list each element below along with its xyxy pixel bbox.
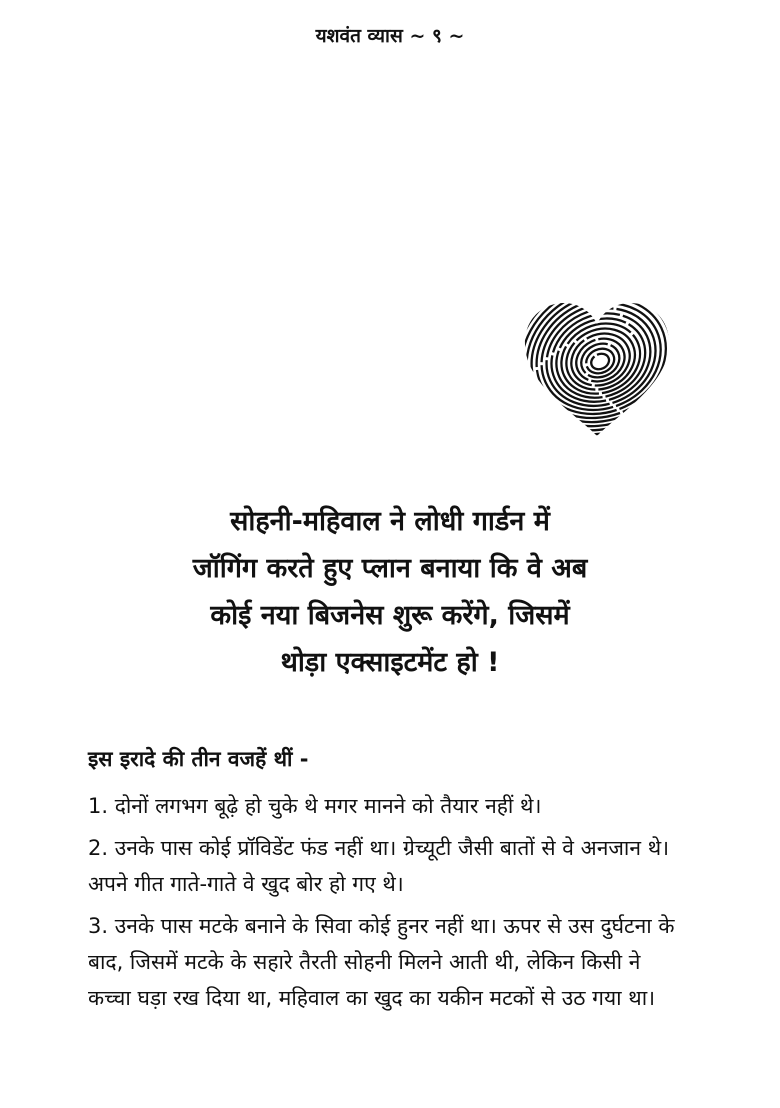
intro-line: जॉगिंग करते हुए प्लान बनाया कि वे अब bbox=[192, 553, 588, 584]
list-item: 2. उनके पास कोई प्रॉविडेंट फंड नहीं था। ग्रेच्यूटी जैसी बातों से वे अनजान थे। अपने गीत गाते-गाते वे खुद बोर हो गए थे। bbox=[88, 836, 670, 896]
reasons-list bbox=[88, 788, 688, 1022]
intro-line: कोई नया बिजनेस शुरू करेंगे, जिसमें bbox=[210, 600, 570, 631]
list-item: 3. उनके पास मटके बनाने के सिवा कोई हुनर नहीं था। ऊपर से उस दुर्घटना के बाद, जिसमें मटके के सहारे तैरती सोहनी मिलने आती थी, लेकिन किसी ने कच्चा घड़ा रख दिया था, महिवाल का खुद का यकीन मटकों से उठ गया था। bbox=[88, 914, 675, 1010]
intro-paragraph bbox=[140, 498, 640, 686]
page-header: यशवंत व्यास ~ ९ ~ bbox=[315, 25, 465, 47]
reasons-heading: इस इरादे की तीन वजहें थीं - bbox=[88, 747, 309, 771]
intro-line: थोड़ा एक्साइटमेंट हो ! bbox=[280, 647, 500, 678]
intro-line: सोहनी-महिवाल ने लोधी गार्डन में bbox=[230, 506, 550, 537]
list-item: 1. दोनों लगभग बूढ़े हो चुके थे मगर मानने को तैयार नहीं थे। bbox=[88, 794, 542, 818]
fingerprint-heart-icon bbox=[522, 300, 672, 438]
